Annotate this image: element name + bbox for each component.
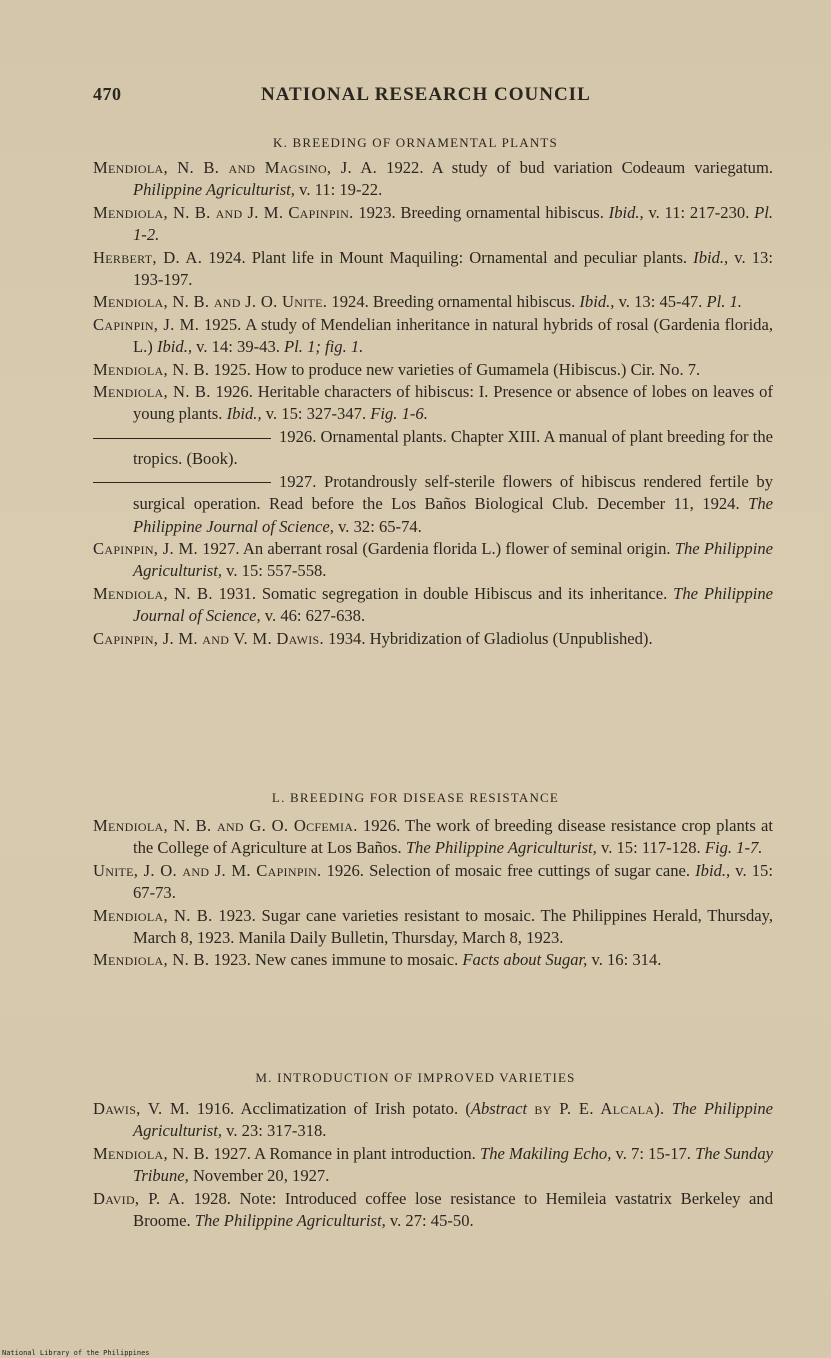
bib-entry: Herbert, D. A. 1924. Plant life in Mount Maquiling: Ornamental and peculiar plants. Ibid., v. 13: 193-197. [93, 247, 773, 290]
bib-entry: Capinpin, J. M. 1927. An aberrant rosal (Gardenia florida L.) flower of seminal origin. The Philippine Agriculturist, v. 15: 557-558. [93, 538, 773, 581]
bib-entry: Mendiola, N. B. and Magsino, J. A. 1922. A study of bud variation Codeaum variegatum. Philippine Agriculturist, v. 11: 19-22. [93, 158, 774, 200]
bib-entry: David, P. A. 1928. Note: Introduced coffee lose resistance to Hemileia vastatrix Berkeley and Broome. The Philippine Agriculturist, v. 27: 45-50. [93, 1188, 774, 1231]
bib-entry: Capinpin, J. M. 1925. A study of Mendelian inheritance in natural hybrids of rosal (Gardenia florida, L.) Ibid., v. 14: 39-43. Pl. 1; fig. 1. [93, 314, 773, 357]
bib-entry: 1926. Ornamental plants. Chapter XIII. A manual of plant breeding for the tropics. (Book). [93, 426, 773, 471]
bib-entry: Capinpin, J. M. and V. M. Dawis. 1934. Hybridization of Gladiolus (Unpublished). [93, 628, 653, 648]
bib-entry: Mendiola, N. B. 1923. New canes immune to mosaic. Facts about Sugar, v. 16: 314. [93, 950, 662, 970]
bib-entry: Mendiola, N. B. and G. O. Ocfemia. 1926. The work of breeding disease resistance crop plants at the College of Agriculture at Los Baños. The Philippine Agriculturist, v. 15: 117-128. Fig. 1-7. [93, 816, 773, 858]
bib-entry: Mendiola, N. B. 1925. How to produce new varieties of Gumamela (Hibiscus.) Cir. No. 7. [93, 359, 701, 379]
section-l-entries [93, 815, 773, 972]
bib-entry: Dawis, V. M. 1916. Acclimatization of Irish potato. (Abstract by P. E. Alcala). The Philippine Agriculturist, v. 23: 317-318. [93, 1099, 774, 1141]
section-heading-k: K. BREEDING OF ORNAMENTAL PLANTS [273, 135, 558, 150]
section-heading-m: M. INTRODUCTION OF IMPROVED VARIETIES [255, 1070, 576, 1085]
bib-entry: Mendiola, N. B. 1926. Heritable characters of hibiscus: I. Presence or absence of lobes on leaves of young plants. Ibid., v. 15: 327-347. Fig. 1-6. [93, 382, 773, 424]
section-m-entries [93, 1098, 773, 1232]
bib-entry: Mendiola, N. B. and J. M. Capinpin. 1923. Breeding ornamental hibiscus. Ibid., v. 11: 217-230. Pl. 1-2. [93, 202, 774, 245]
bib-entry: Mendiola, N. B. 1931. Somatic segregation in double Hibiscus and its inheritance. The Philippine Journal of Science, v. 46: 627-638. [93, 583, 774, 626]
bib-entry: Mendiola, N. B. 1923. Sugar cane varieties resistant to mosaic. The Philippines Herald, Thursday, March 8, 1923. Manila Daily Bulletin, Thursday, March 8, 1923. [93, 905, 774, 948]
ditto-rule [93, 482, 271, 483]
page-number: 470 [93, 84, 122, 104]
bib-entry: Unite, J. O. and J. M. Capinpin. 1926. Selection of mosaic free cuttings of sugar cane. Ibid., v. 15: 67-73. [93, 860, 773, 903]
section-heading-l: L. BREEDING FOR DISEASE RESISTANCE [271, 790, 560, 805]
bib-entry: Mendiola, N. B. and J. O. Unite. 1924. Breeding ornamental hibiscus. Ibid., v. 13: 45-47. Pl. 1. [93, 292, 742, 312]
page-header [93, 84, 773, 110]
library-watermark: National Library of the Philippines [2, 1349, 150, 1357]
running-title: NATIONAL RESEARCH COUNCIL [261, 84, 591, 105]
section-k-entries [93, 157, 773, 650]
bib-entry: Mendiola, N. B. 1927. A Romance in plant introduction. The Makiling Echo, v. 7: 15-17. The Sunday Tribune, November 20, 1927. [93, 1143, 774, 1186]
ditto-rule [93, 438, 271, 439]
bib-entry: 1927. Protandrously self-sterile flowers of hibiscus rendered fertile by surgical operation. Read before the Los Baños Biological Club. December 11, 1924. The Philippine Journal of Science, v. 32: 65-74. [93, 471, 773, 538]
